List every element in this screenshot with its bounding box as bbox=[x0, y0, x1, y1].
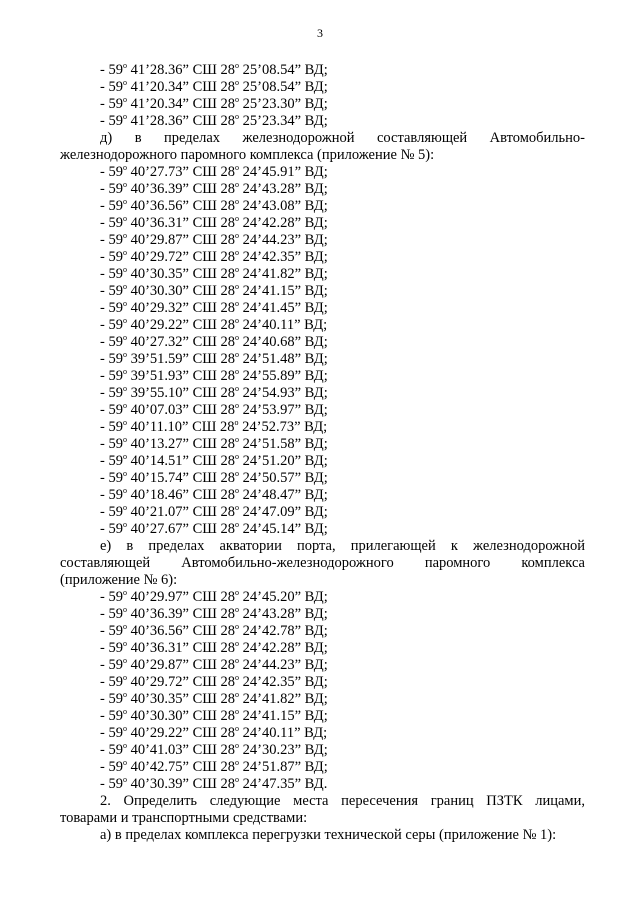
latitude-rest: 40’27.32” СШ 28 bbox=[126, 334, 236, 350]
degree-symbol: o bbox=[122, 384, 127, 393]
degree-symbol: o bbox=[235, 299, 240, 308]
degree-symbol: o bbox=[122, 639, 127, 648]
degree-symbol: o bbox=[235, 384, 240, 393]
degree-symbol: o bbox=[122, 265, 127, 274]
degree-symbol: o bbox=[235, 741, 240, 750]
latitude-degrees: 59 bbox=[108, 623, 123, 639]
coordinate-item: - 59$^o$ 40’29.72” СШ 28$^o$ 24’42.35” ВД; bbox=[100, 248, 328, 265]
latitude-degrees: 59 bbox=[108, 266, 123, 282]
latitude-degrees: 59 bbox=[108, 232, 123, 248]
degree-symbol: o bbox=[235, 775, 240, 784]
latitude-degrees: 59 bbox=[108, 691, 123, 707]
degree-symbol: o bbox=[235, 707, 240, 716]
coordinate-item: - 59$^o$ 39’51.93” СШ 28$^o$ 24’55.89” ВД; bbox=[100, 367, 328, 384]
latitude-rest: 40’42.75” СШ 28 bbox=[126, 759, 236, 775]
coordinate-item: - 59$^o$ 40’30.35” СШ 28$^o$ 24’41.82” ВД; bbox=[100, 265, 328, 282]
latitude-degrees: 59 bbox=[108, 300, 123, 316]
degree-symbol: o bbox=[122, 214, 127, 223]
latitude-rest: 39’51.93” СШ 28 bbox=[126, 368, 236, 384]
latitude-degrees: 59 bbox=[108, 317, 123, 333]
coordinate-item: - 59$^o$ 41’28.36” СШ 28$^o$ 25’23.34” ВД; bbox=[100, 112, 328, 129]
latitude-rest: 41’28.36” СШ 28 bbox=[126, 62, 236, 78]
latitude-rest: 40’29.72” СШ 28 bbox=[126, 249, 236, 265]
longitude-rest: 24’45.91” ВД; bbox=[239, 164, 328, 180]
degree-symbol: o bbox=[235, 639, 240, 648]
degree-symbol: o bbox=[235, 78, 240, 87]
degree-symbol: o bbox=[235, 588, 240, 597]
latitude-rest: 40’30.30” СШ 28 bbox=[126, 283, 236, 299]
paragraph-2-line1: 2. Определить следующие места пересечения границ ПЗТК лицами, bbox=[100, 793, 585, 809]
longitude-rest: 24’40.68” ВД; bbox=[239, 334, 328, 350]
latitude-degrees: 59 bbox=[108, 215, 123, 231]
coordinate-item: - 59$^o$ 40’41.03” СШ 28$^o$ 24’30.23” ВД; bbox=[100, 741, 328, 758]
latitude-degrees: 59 bbox=[108, 283, 123, 299]
latitude-degrees: 59 bbox=[108, 402, 123, 418]
latitude-degrees: 59 bbox=[108, 725, 123, 741]
degree-symbol: o bbox=[122, 486, 127, 495]
coordinate-item: - 59$^o$ 40’29.72” СШ 28$^o$ 24’42.35” ВД; bbox=[100, 673, 328, 690]
latitude-rest: 40’36.31” СШ 28 bbox=[126, 215, 236, 231]
degree-symbol: o bbox=[235, 197, 240, 206]
degree-symbol: o bbox=[235, 367, 240, 376]
degree-symbol: o bbox=[122, 401, 127, 410]
coordinate-item: - 59$^o$ 40’29.87” СШ 28$^o$ 24’44.23” ВД; bbox=[100, 656, 328, 673]
longitude-rest: 24’41.82” ВД; bbox=[239, 691, 328, 707]
section-d-heading-line2: железнодорожного паромного комплекса (приложение № 5): bbox=[60, 147, 435, 163]
degree-symbol: o bbox=[235, 656, 240, 665]
longitude-rest: 24’42.35” ВД; bbox=[239, 674, 328, 690]
latitude-degrees: 59 bbox=[108, 249, 123, 265]
coordinate-item: - 59$^o$ 40’42.75” СШ 28$^o$ 24’51.87” ВД; bbox=[100, 758, 328, 775]
longitude-rest: 24’41.15” ВД; bbox=[239, 708, 328, 724]
longitude-rest: 24’40.11” ВД; bbox=[239, 317, 328, 333]
document-body bbox=[60, 62, 585, 844]
latitude-degrees: 59 bbox=[108, 640, 123, 656]
longitude-rest: 24’51.48” ВД; bbox=[239, 351, 328, 367]
latitude-rest: 40’29.97” СШ 28 bbox=[126, 589, 236, 605]
degree-symbol: o bbox=[122, 690, 127, 699]
coordinate-item: - 59$^o$ 40’11.10” СШ 28$^o$ 24’52.73” ВД; bbox=[100, 418, 328, 435]
latitude-rest: 40’15.74” СШ 28 bbox=[126, 470, 236, 486]
degree-symbol: o bbox=[122, 112, 127, 121]
degree-symbol: o bbox=[235, 333, 240, 342]
degree-symbol: o bbox=[235, 350, 240, 359]
coordinate-item: - 59$^o$ 40’30.39” СШ 28$^o$ 24’47.35” ВД. bbox=[100, 775, 328, 792]
coordinate-item: - 59$^o$ 40’15.74” СШ 28$^o$ 24’50.57” ВД; bbox=[100, 469, 328, 486]
coordinate-item: - 59$^o$ 40’29.22” СШ 28$^o$ 24’40.11” ВД; bbox=[100, 316, 328, 333]
longitude-rest: 24’52.73” ВД; bbox=[238, 419, 328, 435]
longitude-rest: 24’47.35” ВД. bbox=[239, 776, 328, 792]
degree-symbol: o bbox=[234, 418, 239, 427]
longitude-rest: 24’41.45” ВД; bbox=[239, 300, 328, 316]
latitude-degrees: 59 bbox=[108, 334, 123, 350]
longitude-rest: 24’51.87” ВД; bbox=[239, 759, 328, 775]
longitude-rest: 25’23.30” ВД; bbox=[239, 96, 328, 112]
latitude-rest: 40’29.87” СШ 28 bbox=[126, 657, 236, 673]
latitude-rest: 41’20.34” СШ 28 bbox=[126, 96, 236, 112]
longitude-rest: 24’41.82” ВД; bbox=[239, 266, 328, 282]
longitude-rest: 24’41.15” ВД; bbox=[239, 283, 328, 299]
degree-symbol: o bbox=[122, 656, 127, 665]
longitude-rest: 24’54.93” ВД; bbox=[239, 385, 328, 401]
degree-symbol: o bbox=[235, 724, 240, 733]
latitude-degrees: 59 bbox=[108, 674, 123, 690]
degree-symbol: o bbox=[122, 350, 127, 359]
coordinate-item: - 59$^o$ 40’36.31” СШ 28$^o$ 24’42.28” ВД; bbox=[100, 639, 328, 656]
longitude-rest: 24’43.08” ВД; bbox=[239, 198, 328, 214]
latitude-degrees: 59 bbox=[108, 487, 123, 503]
coordinate-item: - 59$^o$ 40’14.51” СШ 28$^o$ 24’51.20” ВД; bbox=[100, 452, 328, 469]
page-number: 3 bbox=[317, 26, 323, 40]
coordinate-item: - 59$^o$ 40’36.31” СШ 28$^o$ 24’42.28” ВД; bbox=[100, 214, 328, 231]
longitude-rest: 24’51.20” ВД; bbox=[239, 453, 328, 469]
latitude-degrees: 59 bbox=[108, 351, 123, 367]
coordinate-item: - 59$^o$ 40’07.03” СШ 28$^o$ 24’53.97” ВД; bbox=[100, 401, 328, 418]
latitude-degrees: 59 bbox=[108, 62, 123, 78]
degree-symbol: o bbox=[122, 78, 127, 87]
latitude-degrees: 59 bbox=[108, 657, 123, 673]
degree-symbol: o bbox=[235, 112, 240, 121]
latitude-rest: 40’11.10” СШ 28 bbox=[126, 419, 235, 435]
latitude-degrees: 59 bbox=[108, 96, 123, 112]
degree-symbol: o bbox=[122, 248, 127, 257]
degree-symbol: o bbox=[122, 605, 127, 614]
degree-symbol: o bbox=[122, 435, 127, 444]
coordinate-item: - 59$^o$ 40’29.22” СШ 28$^o$ 24’40.11” ВД; bbox=[100, 724, 328, 741]
section-e-heading-line2: составляющей Автомобильно-железнодорожного паромного комплекса bbox=[60, 555, 585, 571]
latitude-degrees: 59 bbox=[108, 164, 123, 180]
coordinate-item: - 59$^o$ 40’30.30” СШ 28$^o$ 24’41.15” ВД; bbox=[100, 707, 328, 724]
degree-symbol: o bbox=[122, 673, 127, 682]
longitude-rest: 24’42.28” ВД; bbox=[239, 640, 328, 656]
coordinate-item: - 59$^o$ 40’30.30” СШ 28$^o$ 24’41.15” ВД; bbox=[100, 282, 328, 299]
latitude-degrees: 59 bbox=[108, 708, 123, 724]
coordinate-item: - 59$^o$ 40’27.32” СШ 28$^o$ 24’40.68” ВД; bbox=[100, 333, 328, 350]
latitude-rest: 40’29.22” СШ 28 bbox=[126, 725, 236, 741]
degree-symbol: o bbox=[122, 758, 127, 767]
degree-symbol: o bbox=[235, 469, 240, 478]
degree-symbol: o bbox=[122, 452, 127, 461]
longitude-rest: 24’42.28” ВД; bbox=[239, 215, 328, 231]
coordinate-item: - 59$^o$ 40’29.87” СШ 28$^o$ 24’44.23” ВД; bbox=[100, 231, 328, 248]
latitude-rest: 40’41.03” СШ 28 bbox=[126, 742, 236, 758]
degree-symbol: o bbox=[235, 282, 240, 291]
latitude-rest: 40’21.07” СШ 28 bbox=[126, 504, 236, 520]
longitude-rest: 24’53.97” ВД; bbox=[239, 402, 328, 418]
latitude-degrees: 59 bbox=[108, 368, 123, 384]
degree-symbol: o bbox=[235, 95, 240, 104]
degree-symbol: o bbox=[122, 163, 127, 172]
latitude-degrees: 59 bbox=[108, 113, 123, 129]
coordinate-item: - 59$^o$ 41’20.34” СШ 28$^o$ 25’08.54” ВД; bbox=[100, 78, 328, 95]
latitude-degrees: 59 bbox=[108, 589, 123, 605]
degree-symbol: o bbox=[235, 622, 240, 631]
latitude-rest: 40’29.32” СШ 28 bbox=[126, 300, 236, 316]
degree-symbol: o bbox=[235, 180, 240, 189]
degree-symbol: o bbox=[122, 180, 127, 189]
coordinate-item: - 59$^o$ 40’30.35” СШ 28$^o$ 24’41.82” ВД; bbox=[100, 690, 328, 707]
degree-symbol: o bbox=[235, 214, 240, 223]
coordinate-item: - 59$^o$ 39’51.59” СШ 28$^o$ 24’51.48” ВД; bbox=[100, 350, 328, 367]
coordinate-item: - 59$^o$ 41’28.36” СШ 28$^o$ 25’08.54” ВД; bbox=[100, 61, 328, 78]
coordinate-item: - 59$^o$ 40’18.46” СШ 28$^o$ 24’48.47” ВД; bbox=[100, 486, 328, 503]
latitude-degrees: 59 bbox=[108, 453, 123, 469]
latitude-rest: 40’36.56” СШ 28 bbox=[126, 198, 236, 214]
longitude-rest: 24’42.35” ВД; bbox=[239, 249, 328, 265]
latitude-rest: 40’29.22” СШ 28 bbox=[126, 317, 236, 333]
coord-list-section-d bbox=[100, 164, 585, 538]
latitude-rest: 40’36.39” СШ 28 bbox=[126, 606, 236, 622]
latitude-rest: 40’36.56” СШ 28 bbox=[126, 623, 236, 639]
longitude-rest: 24’45.20” ВД; bbox=[239, 589, 328, 605]
longitude-rest: 24’40.11” ВД; bbox=[239, 725, 328, 741]
longitude-rest: 24’47.09” ВД; bbox=[239, 504, 328, 520]
latitude-rest: 40’27.73” СШ 28 bbox=[126, 164, 236, 180]
longitude-rest: 24’50.57” ВД; bbox=[239, 470, 328, 486]
degree-symbol: o bbox=[235, 520, 240, 529]
latitude-degrees: 59 bbox=[108, 521, 123, 537]
degree-symbol: o bbox=[122, 197, 127, 206]
degree-symbol: o bbox=[235, 452, 240, 461]
latitude-rest: 40’27.67” СШ 28 bbox=[126, 521, 236, 537]
longitude-rest: 25’23.34” ВД; bbox=[239, 113, 328, 129]
longitude-rest: 24’44.23” ВД; bbox=[239, 232, 328, 248]
degree-symbol: o bbox=[122, 775, 127, 784]
latitude-rest: 40’07.03” СШ 28 bbox=[126, 402, 236, 418]
degree-symbol: o bbox=[122, 418, 127, 427]
latitude-degrees: 59 bbox=[108, 385, 123, 401]
coordinate-item: - 59$^o$ 41’20.34” СШ 28$^o$ 25’23.30” ВД; bbox=[100, 95, 328, 112]
longitude-rest: 24’43.28” ВД; bbox=[239, 606, 328, 622]
paragraph-2-line2: товарами и транспортными средствами: bbox=[60, 810, 308, 826]
degree-symbol: o bbox=[235, 605, 240, 614]
degree-symbol: o bbox=[122, 503, 127, 512]
latitude-rest: 40’14.51” СШ 28 bbox=[126, 453, 236, 469]
latitude-rest: 41’28.36” СШ 28 bbox=[126, 113, 236, 129]
degree-symbol: o bbox=[122, 520, 127, 529]
degree-symbol: o bbox=[122, 469, 127, 478]
degree-symbol: o bbox=[122, 95, 127, 104]
degree-symbol: o bbox=[122, 707, 127, 716]
coord-list-section-e bbox=[100, 589, 585, 793]
subitem-a: а) в пределах комплекса перегрузки технической серы (приложение № 1): bbox=[100, 827, 557, 843]
latitude-degrees: 59 bbox=[108, 470, 123, 486]
degree-symbol: o bbox=[122, 282, 127, 291]
coordinate-item: - 59$^o$ 40’27.73” СШ 28$^o$ 24’45.91” ВД; bbox=[100, 163, 328, 180]
degree-symbol: o bbox=[235, 690, 240, 699]
longitude-rest: 24’43.28” ВД; bbox=[239, 181, 328, 197]
degree-symbol: o bbox=[235, 673, 240, 682]
latitude-rest: 40’13.27” СШ 28 bbox=[126, 436, 236, 452]
latitude-rest: 41’20.34” СШ 28 bbox=[126, 79, 236, 95]
degree-symbol: o bbox=[235, 401, 240, 410]
coordinate-item: - 59$^o$ 40’27.67” СШ 28$^o$ 24’45.14” ВД; bbox=[100, 520, 328, 537]
longitude-rest: 24’30.23” ВД; bbox=[239, 742, 328, 758]
latitude-degrees: 59 bbox=[108, 504, 123, 520]
latitude-rest: 40’36.31” СШ 28 bbox=[126, 640, 236, 656]
longitude-rest: 24’48.47” ВД; bbox=[239, 487, 328, 503]
latitude-rest: 40’36.39” СШ 28 bbox=[126, 181, 236, 197]
latitude-rest: 39’55.10” СШ 28 bbox=[126, 385, 236, 401]
degree-symbol: o bbox=[122, 316, 127, 325]
latitude-rest: 39’51.59” СШ 28 bbox=[126, 351, 236, 367]
degree-symbol: o bbox=[122, 588, 127, 597]
degree-symbol: o bbox=[122, 61, 127, 70]
degree-symbol: o bbox=[235, 486, 240, 495]
latitude-rest: 40’30.35” СШ 28 bbox=[126, 266, 236, 282]
degree-symbol: o bbox=[235, 265, 240, 274]
degree-symbol: o bbox=[235, 758, 240, 767]
section-d-heading-line1: д) в пределах железнодорожной составляющей Автомобильно- bbox=[100, 130, 585, 146]
degree-symbol: o bbox=[122, 724, 127, 733]
longitude-rest: 24’55.89” ВД; bbox=[239, 368, 328, 384]
longitude-rest: 24’51.58” ВД; bbox=[239, 436, 328, 452]
latitude-rest: 40’18.46” СШ 28 bbox=[126, 487, 236, 503]
coordinate-item: - 59$^o$ 40’36.39” СШ 28$^o$ 24’43.28” ВД; bbox=[100, 180, 328, 197]
latitude-degrees: 59 bbox=[108, 759, 123, 775]
longitude-rest: 24’45.14” ВД; bbox=[239, 521, 328, 537]
coordinate-item: - 59$^o$ 40’36.56” СШ 28$^o$ 24’43.08” ВД; bbox=[100, 197, 328, 214]
latitude-degrees: 59 bbox=[108, 419, 123, 435]
coordinate-item: - 59$^o$ 40’29.97” СШ 28$^o$ 24’45.20” ВД; bbox=[100, 588, 328, 605]
coordinate-item: - 59$^o$ 39’55.10” СШ 28$^o$ 24’54.93” ВД; bbox=[100, 384, 328, 401]
degree-symbol: o bbox=[235, 248, 240, 257]
coordinate-item: - 59$^o$ 40’13.27” СШ 28$^o$ 24’51.58” ВД; bbox=[100, 435, 328, 452]
longitude-rest: 25’08.54” ВД; bbox=[239, 79, 328, 95]
coordinate-item: - 59$^o$ 40’36.56” СШ 28$^o$ 24’42.78” ВД; bbox=[100, 622, 328, 639]
degree-symbol: o bbox=[235, 435, 240, 444]
section-e-heading-line3: (приложение № 6): bbox=[60, 572, 178, 588]
degree-symbol: o bbox=[122, 299, 127, 308]
latitude-degrees: 59 bbox=[108, 181, 123, 197]
degree-symbol: o bbox=[235, 163, 240, 172]
section-e-heading-line1: е) в пределах акватории порта, прилегающей к железнодорожной bbox=[100, 538, 585, 554]
latitude-rest: 40’30.39” СШ 28 bbox=[126, 776, 236, 792]
degree-symbol: o bbox=[122, 333, 127, 342]
coordinate-item: - 59$^o$ 40’36.39” СШ 28$^o$ 24’43.28” ВД; bbox=[100, 605, 328, 622]
degree-symbol: o bbox=[235, 61, 240, 70]
latitude-degrees: 59 bbox=[108, 742, 123, 758]
degree-symbol: o bbox=[235, 231, 240, 240]
longitude-rest: 24’44.23” ВД; bbox=[239, 657, 328, 673]
latitude-rest: 40’30.35” СШ 28 bbox=[126, 691, 236, 707]
degree-symbol: o bbox=[122, 367, 127, 376]
latitude-degrees: 59 bbox=[108, 776, 123, 792]
degree-symbol: o bbox=[122, 741, 127, 750]
longitude-rest: 24’42.78” ВД; bbox=[239, 623, 328, 639]
degree-symbol: o bbox=[122, 622, 127, 631]
coordinate-item: - 59$^o$ 40’29.32” СШ 28$^o$ 24’41.45” ВД; bbox=[100, 299, 328, 316]
latitude-degrees: 59 bbox=[108, 606, 123, 622]
latitude-degrees: 59 bbox=[108, 79, 123, 95]
degree-symbol: o bbox=[122, 231, 127, 240]
latitude-rest: 40’29.87” СШ 28 bbox=[126, 232, 236, 248]
latitude-degrees: 59 bbox=[108, 198, 123, 214]
coordinate-item: - 59$^o$ 40’21.07” СШ 28$^o$ 24’47.09” ВД; bbox=[100, 503, 328, 520]
degree-symbol: o bbox=[235, 316, 240, 325]
latitude-degrees: 59 bbox=[108, 436, 123, 452]
latitude-rest: 40’30.30” СШ 28 bbox=[126, 708, 236, 724]
coord-list-top bbox=[100, 62, 585, 130]
degree-symbol: o bbox=[235, 503, 240, 512]
longitude-rest: 25’08.54” ВД; bbox=[239, 62, 328, 78]
latitude-rest: 40’29.72” СШ 28 bbox=[126, 674, 236, 690]
